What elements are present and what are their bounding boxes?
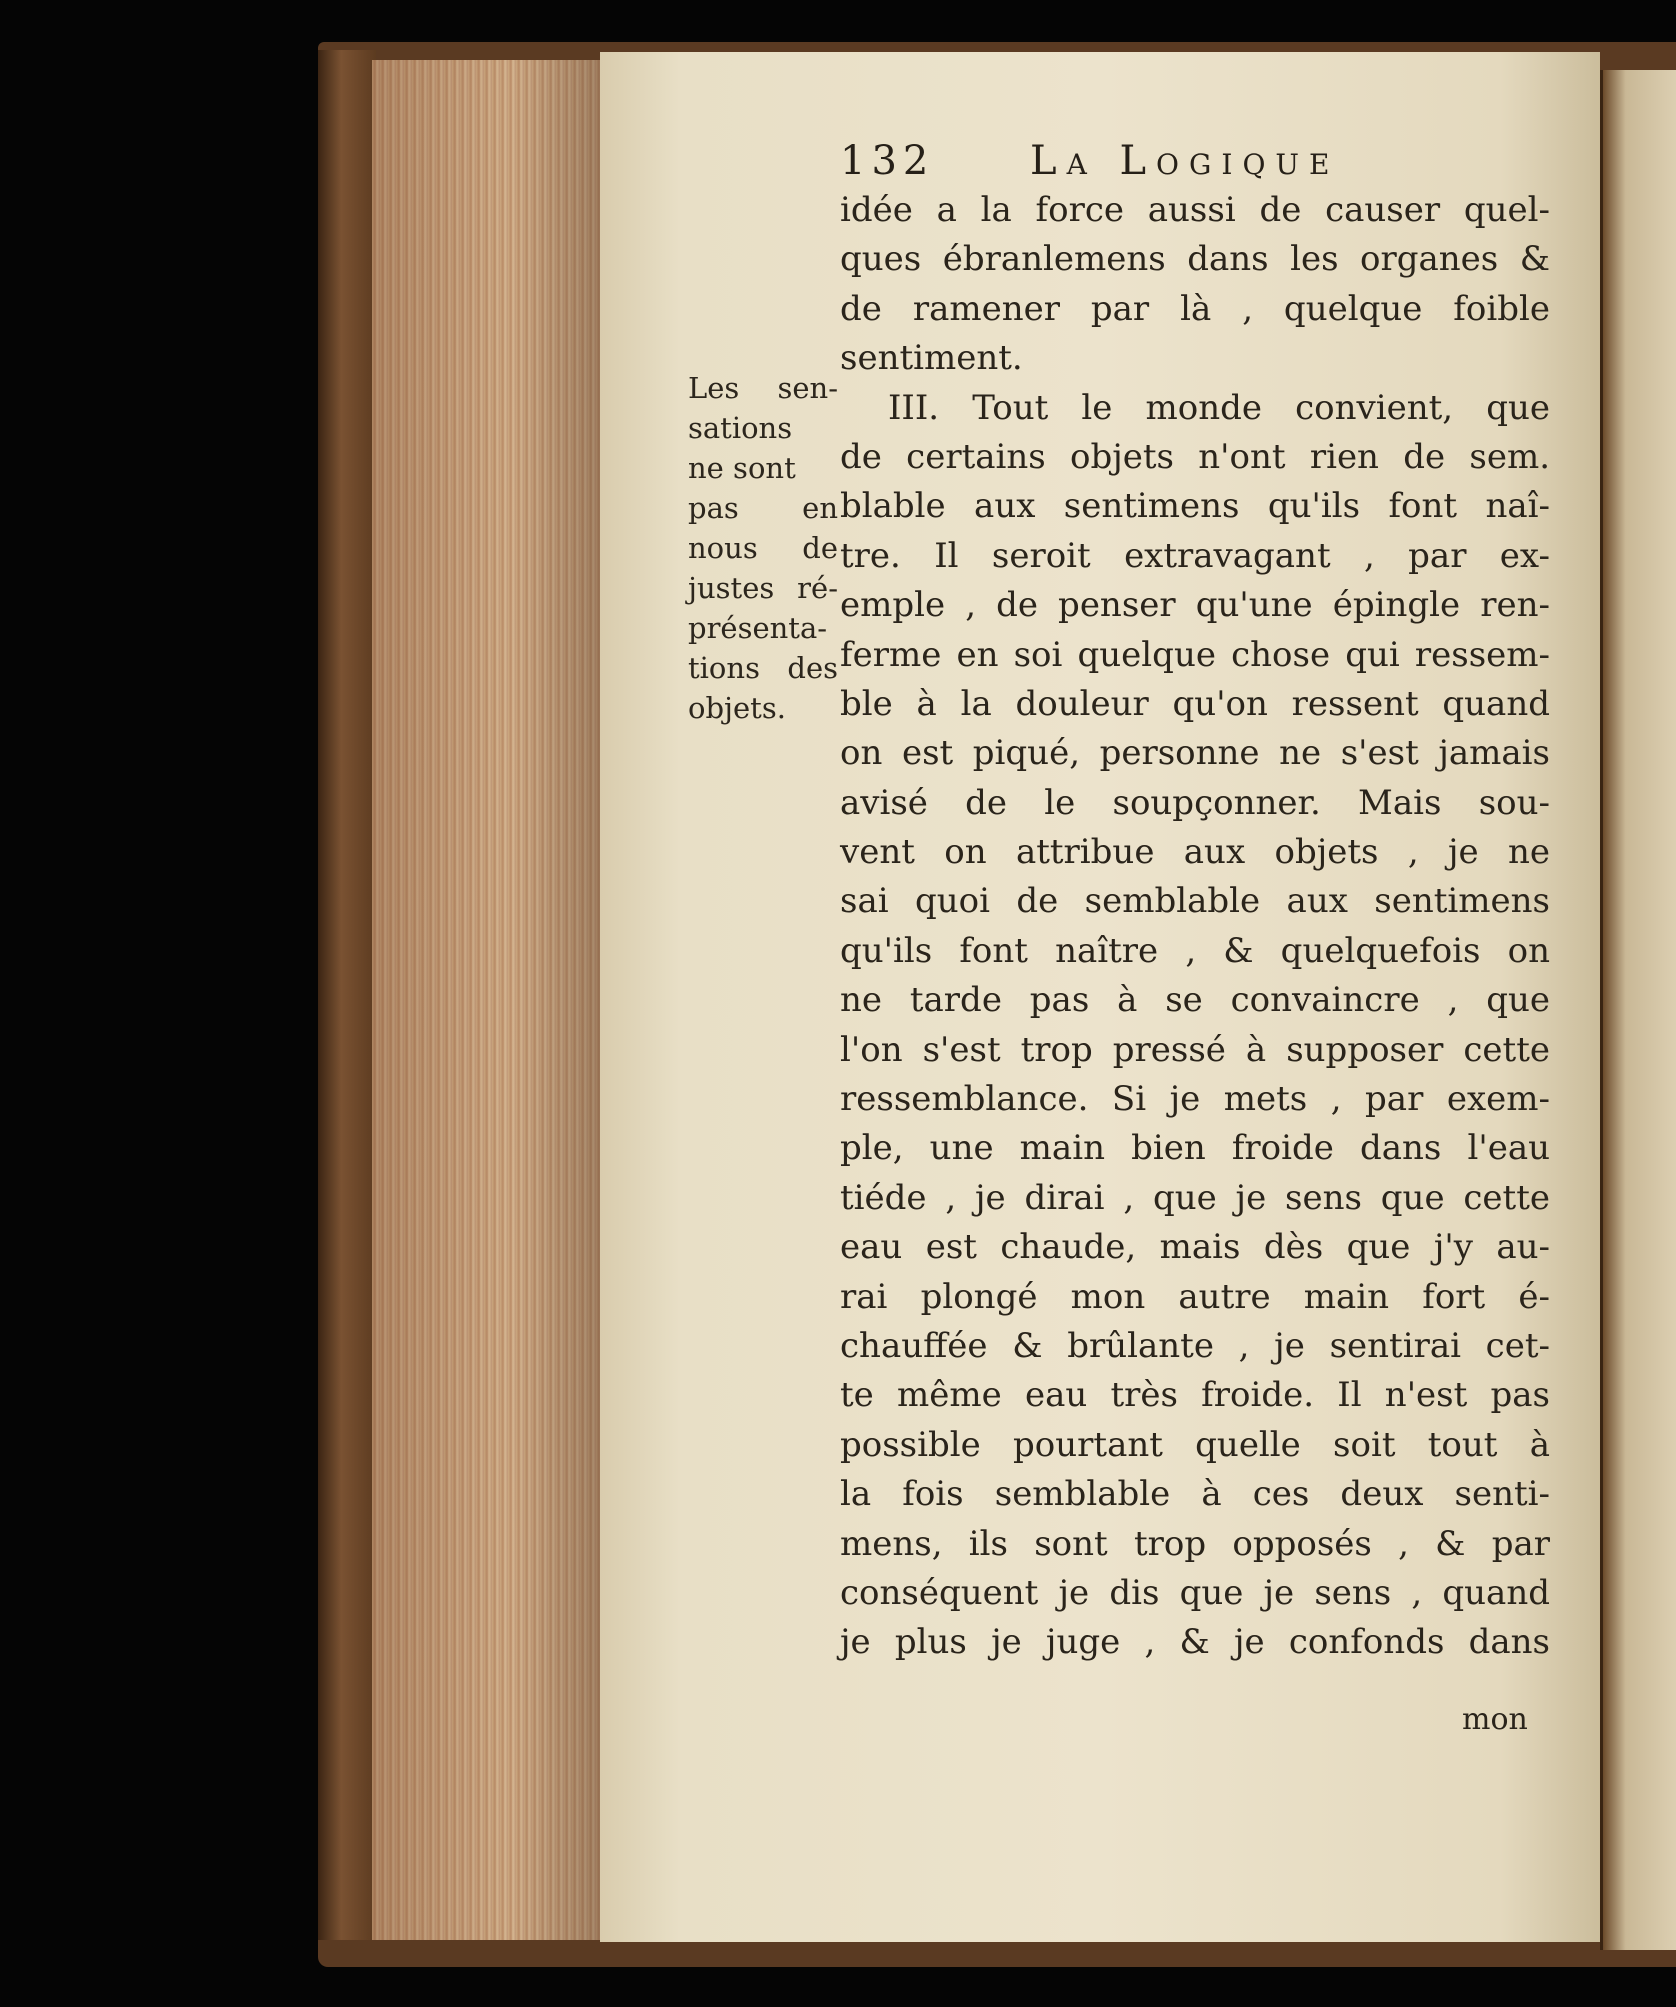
text-line: ferme en soi quelque chose qui ressem- bbox=[840, 634, 1550, 675]
margin-note-line: objets. bbox=[688, 691, 786, 725]
text-line: tiéde , je dirai , que je sens que cette bbox=[840, 1177, 1550, 1218]
text-line: emple , de penser qu'une épingle ren- bbox=[840, 585, 1550, 626]
text-line: on est piqué, personne ne s'est jamais bbox=[840, 733, 1550, 774]
text-line: avisé de le soupçonner. Mais sou- bbox=[840, 782, 1550, 823]
margin-note-line: pas en bbox=[688, 491, 838, 525]
margin-note-line: justes ré- bbox=[688, 571, 838, 605]
margin-note-line: nous de bbox=[688, 531, 838, 565]
text-line: ressemblance. Si je mets , par exem- bbox=[840, 1079, 1550, 1120]
text-line: ble à la douleur qu'on ressent quand bbox=[840, 683, 1550, 724]
text-line: de certains objets n'ont rien de sem. bbox=[840, 436, 1550, 477]
body-text bbox=[840, 186, 1550, 1668]
text-line: tre. Il seroit extravagant , par ex- bbox=[840, 535, 1550, 576]
text-line: chauffée & brûlante , je sentirai cet- bbox=[840, 1325, 1550, 1366]
text-line: qu'ils font naître , & quelquefois on bbox=[840, 930, 1550, 971]
page-number: 132 bbox=[840, 138, 935, 184]
text-line: rai plongé mon autre main fort é- bbox=[840, 1276, 1550, 1317]
facing-page-edge bbox=[1600, 70, 1676, 1950]
text-line: l'on s'est trop pressé à supposer cette bbox=[840, 1029, 1550, 1070]
text-line: possible pourtant quelle soit tout à bbox=[840, 1424, 1550, 1465]
margin-note-line: sations bbox=[688, 411, 793, 445]
text-line: te même eau très froide. Il n'est pas bbox=[840, 1375, 1550, 1416]
margin-note bbox=[688, 368, 838, 728]
text-line: blable aux sentimens qu'ils font naî- bbox=[840, 486, 1550, 527]
text-line: de ramener par là , quelque foible bbox=[840, 288, 1550, 329]
text-line: sai quoi de semblable aux sentimens bbox=[840, 881, 1550, 922]
text-line: la fois semblable à ces deux senti- bbox=[840, 1474, 1550, 1515]
text-line: je plus je juge , & je confonds dans bbox=[840, 1622, 1550, 1663]
margin-note-line: présenta- bbox=[688, 611, 828, 645]
text-line: idée a la force aussi de causer quel- bbox=[840, 190, 1550, 230]
margin-note-line: ne sont bbox=[688, 451, 796, 485]
text-line: mens, ils sont trop opposés , & par bbox=[840, 1523, 1550, 1564]
text-line: ques ébranlemens dans les organes & bbox=[840, 239, 1550, 280]
running-title: La Logique bbox=[1030, 138, 1340, 184]
book-spine bbox=[318, 50, 376, 1940]
text-line: eau est chaude, mais dès que j'y au- bbox=[840, 1227, 1550, 1268]
catchword: mon bbox=[1462, 1702, 1528, 1737]
text-line: ple, une main bien froide dans l'eau bbox=[840, 1128, 1550, 1169]
text-line: vent on attribue aux objets , je ne bbox=[840, 832, 1550, 873]
page-edges bbox=[372, 60, 604, 1940]
text-line: conséquent je dis que je sens , quand bbox=[840, 1572, 1550, 1613]
page-header bbox=[840, 138, 1400, 188]
margin-note-line: Les sen- bbox=[688, 371, 838, 405]
margin-note-line: tions des bbox=[688, 651, 838, 685]
text-line: sentiment. bbox=[840, 338, 1023, 379]
text-line: III. Tout le monde convient, que bbox=[888, 387, 1550, 428]
text-line: ne tarde pas à se convaincre , que bbox=[840, 980, 1550, 1021]
